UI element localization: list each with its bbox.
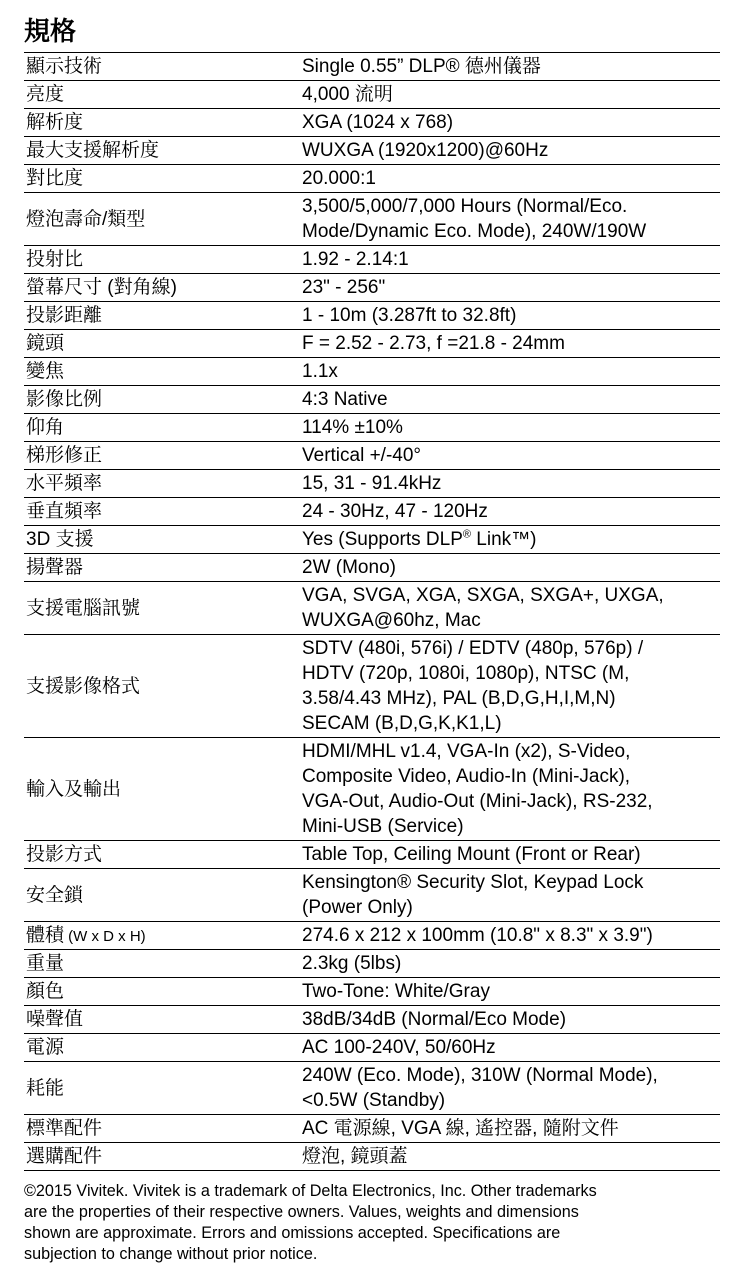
spec-label: 投射比 (26, 249, 84, 270)
spec-row (24, 53, 720, 81)
spec-label: 垂直頻率 (26, 501, 103, 522)
spec-row (24, 1006, 720, 1034)
spec-label: 選購配件 (26, 1146, 103, 1167)
spec-row (24, 330, 720, 358)
spec-value (302, 529, 536, 550)
spec-value: Two-Tone: White/Gray (302, 981, 490, 1002)
spec-row (24, 922, 720, 950)
spec-value: 2W (Mono) (302, 557, 396, 578)
spec-label-cell (24, 978, 302, 1006)
spec-value-cell (302, 582, 720, 635)
spec-value-cell (302, 1062, 720, 1115)
spec-row (24, 137, 720, 165)
registered-mark: ® (462, 528, 471, 541)
spec-row (24, 81, 720, 109)
spec-label: 支援電腦訊號 (26, 597, 141, 619)
spec-label-cell (24, 246, 302, 274)
spec-table-body (24, 53, 720, 1171)
spec-row (24, 1034, 720, 1062)
spec-label-cell (24, 922, 302, 950)
spec-row (24, 738, 720, 841)
spec-value-cell (302, 1115, 720, 1143)
spec-label: 水平頻率 (26, 473, 103, 494)
spec-label-cell (24, 386, 302, 414)
spec-value: 240W (Eco. Mode), 310W (Normal Mode), <0.5W (Standby) (302, 1065, 658, 1111)
spec-label-cell (24, 193, 302, 246)
spec-value-cell (302, 470, 720, 498)
spec-value-cell (302, 869, 720, 922)
spec-value-cell (302, 841, 720, 869)
spec-value-cell (302, 978, 720, 1006)
spec-label-cell (24, 1143, 302, 1171)
spec-label: 對比度 (26, 168, 84, 189)
spec-value: Table Top, Ceiling Mount (Front or Rear) (302, 844, 641, 865)
spec-value: Vertical +/-40° (302, 445, 422, 466)
spec-value: 1 - 10m (3.287ft to 32.8ft) (302, 305, 517, 326)
spec-row (24, 386, 720, 414)
spec-value-cell (302, 358, 720, 386)
spec-row (24, 498, 720, 526)
spec-row (24, 950, 720, 978)
spec-label-cell (24, 1034, 302, 1062)
footer-disclaimer: ©2015 Vivitek. Vivitek is a trademark of Delta Electronics, Inc. Other trademarks are the properties of their respective owners. Values, weights and dimensions shown are approximate. Errors and omissions accepted. Specifications are subjection to change without prior notice. (24, 1182, 597, 1263)
spec-label-suffix: (W x D x H) (64, 927, 146, 945)
spec-row (24, 246, 720, 274)
spec-row (24, 442, 720, 470)
spec-label-cell (24, 137, 302, 165)
spec-label-cell (24, 554, 302, 582)
spec-value: 1.92 - 2.14:1 (302, 249, 409, 270)
spec-label: 投影距離 (26, 305, 103, 326)
spec-value: AC 100-240V, 50/60Hz (302, 1037, 496, 1058)
spec-row (24, 109, 720, 137)
spec-value: Single 0.55” DLP® 德州儀器 (302, 56, 541, 77)
spec-row (24, 302, 720, 330)
spec-value: 23" - 256" (302, 277, 386, 298)
spec-value: XGA (1024 x 768) (302, 112, 454, 133)
spec-label-cell (24, 109, 302, 137)
spec-label: 標準配件 (26, 1118, 103, 1139)
spec-label: 電源 (26, 1037, 65, 1058)
spec-value-cell (302, 165, 720, 193)
spec-row (24, 869, 720, 922)
spec-row (24, 193, 720, 246)
spec-value-cell (302, 554, 720, 582)
spec-label: 噪聲值 (26, 1009, 84, 1030)
spec-row (24, 1062, 720, 1115)
spec-value-cell (302, 950, 720, 978)
spec-label-cell (24, 274, 302, 302)
spec-label-cell (24, 414, 302, 442)
spec-label-cell (24, 1062, 302, 1115)
spec-value-cell (302, 330, 720, 358)
spec-value: SDTV (480i, 576i) / EDTV (480p, 576p) / HDTV (720p, 1080i, 1080p), NTSC (M, 3.58/4.43 MHz), PAL (B,D,G,H,I,M,N) SECAM (B,D,G,K,K1,L) (302, 638, 644, 734)
spec-label: 體積 (26, 924, 65, 946)
spec-value-cell (302, 1006, 720, 1034)
spec-value: 3,500/5,000/7,000 Hours (Normal/Eco. Mode/Dynamic Eco. Mode), 240W/190W (302, 196, 647, 242)
spec-value: 20.000:1 (302, 168, 376, 189)
spec-label: 螢幕尺寸 (對角線) (26, 277, 177, 298)
spec-label-cell (24, 1115, 302, 1143)
spec-row (24, 414, 720, 442)
spec-label: 投影方式 (26, 844, 103, 865)
spec-table (24, 52, 720, 1171)
spec-value: 2.3kg (5lbs) (302, 953, 402, 974)
spec-value-cell (302, 1034, 720, 1062)
spec-value-cell (302, 109, 720, 137)
spec-value-cell (302, 498, 720, 526)
spec-label-cell (24, 330, 302, 358)
spec-label-cell (24, 869, 302, 922)
spec-value-cell (302, 274, 720, 302)
spec-label-cell (24, 526, 302, 554)
spec-row (24, 526, 720, 554)
spec-label: 影像比例 (26, 389, 103, 410)
spec-label-cell (24, 470, 302, 498)
spec-value-text-after: Link™) (471, 529, 537, 550)
spec-label: 梯形修正 (26, 445, 103, 466)
spec-label: 安全鎖 (26, 884, 84, 906)
spec-value: F = 2.52 - 2.73, f =21.8 - 24mm (302, 333, 565, 354)
spec-label: 揚聲器 (26, 557, 84, 578)
spec-value-cell (302, 193, 720, 246)
spec-label: 鏡頭 (26, 333, 65, 354)
page-title: 規格 (24, 16, 77, 46)
spec-label-cell (24, 165, 302, 193)
spec-row (24, 582, 720, 635)
spec-value-cell (302, 414, 720, 442)
spec-label: 支援影像格式 (26, 675, 141, 697)
spec-value-cell (302, 1143, 720, 1171)
spec-value: Kensington® Security Slot, Keypad Lock (Power Only) (302, 872, 644, 918)
spec-value-cell (302, 137, 720, 165)
spec-value: 114% ±10% (302, 417, 403, 438)
spec-row (24, 635, 720, 738)
spec-value: 1.1x (302, 361, 338, 382)
spec-value: 38dB/34dB (Normal/Eco Mode) (302, 1009, 567, 1030)
spec-row (24, 358, 720, 386)
spec-label: 耗能 (26, 1077, 65, 1099)
spec-label-cell (24, 582, 302, 635)
spec-row (24, 1143, 720, 1171)
spec-label: 變焦 (26, 361, 65, 382)
spec-label: 顯示技術 (26, 56, 103, 77)
spec-value-cell (302, 53, 720, 81)
spec-row (24, 978, 720, 1006)
spec-label-cell (24, 1006, 302, 1034)
spec-label: 解析度 (26, 112, 84, 133)
spec-value-cell (302, 526, 720, 554)
spec-row (24, 554, 720, 582)
spec-label-cell (24, 841, 302, 869)
spec-value-cell (302, 442, 720, 470)
spec-label-cell (24, 302, 302, 330)
spec-value-cell (302, 635, 720, 738)
spec-label-cell (24, 442, 302, 470)
spec-label: 亮度 (26, 84, 65, 105)
spec-label: 燈泡壽命/類型 (26, 208, 146, 230)
spec-value: 24 - 30Hz, 47 - 120Hz (302, 501, 488, 522)
spec-label: 最大支援解析度 (26, 140, 160, 161)
spec-value-cell (302, 246, 720, 274)
spec-value-cell (302, 386, 720, 414)
spec-value: VGA, SVGA, XGA, SXGA, SXGA+, UXGA, WUXGA@60hz, Mac (302, 585, 664, 631)
spec-value-cell (302, 738, 720, 841)
spec-row (24, 1115, 720, 1143)
spec-label: 重量 (26, 953, 65, 974)
spec-label: 仰角 (26, 417, 65, 438)
spec-value-text: Yes (Supports DLP (302, 529, 463, 550)
spec-label-cell (24, 950, 302, 978)
spec-label-cell (24, 738, 302, 841)
spec-row (24, 470, 720, 498)
spec-row (24, 274, 720, 302)
spec-label-cell (24, 358, 302, 386)
spec-label-cell (24, 635, 302, 738)
spec-row (24, 165, 720, 193)
spec-value: AC 電源線, VGA 線, 遙控器, 隨附文件 (302, 1118, 619, 1139)
spec-label: 顏色 (26, 981, 65, 1002)
spec-value: 燈泡, 鏡頭蓋 (302, 1146, 408, 1167)
spec-value: 15, 31 - 91.4kHz (302, 473, 442, 494)
spec-label-cell (24, 498, 302, 526)
spec-value-cell (302, 302, 720, 330)
spec-value-cell (302, 922, 720, 950)
spec-row (24, 841, 720, 869)
spec-label-cell (24, 53, 302, 81)
spec-value-cell (302, 81, 720, 109)
spec-label: 輸入及輸出 (26, 778, 122, 800)
spec-value: HDMI/MHL v1.4, VGA-In (x2), S-Video, Composite Video, Audio-In (Mini-Jack), VGA-Out, Audio-Out (Mini-Jack), RS-232, Mini-USB (Service) (302, 741, 653, 837)
spec-label: 3D 支援 (26, 529, 94, 550)
spec-value: 274.6 x 212 x 100mm (10.8" x 8.3" x 3.9") (302, 925, 653, 946)
spec-value: 4:3 Native (302, 389, 388, 410)
spec-value: 4,000 流明 (302, 84, 393, 105)
spec-value: WUXGA (1920x1200)@60Hz (302, 140, 549, 161)
spec-label-cell (24, 81, 302, 109)
